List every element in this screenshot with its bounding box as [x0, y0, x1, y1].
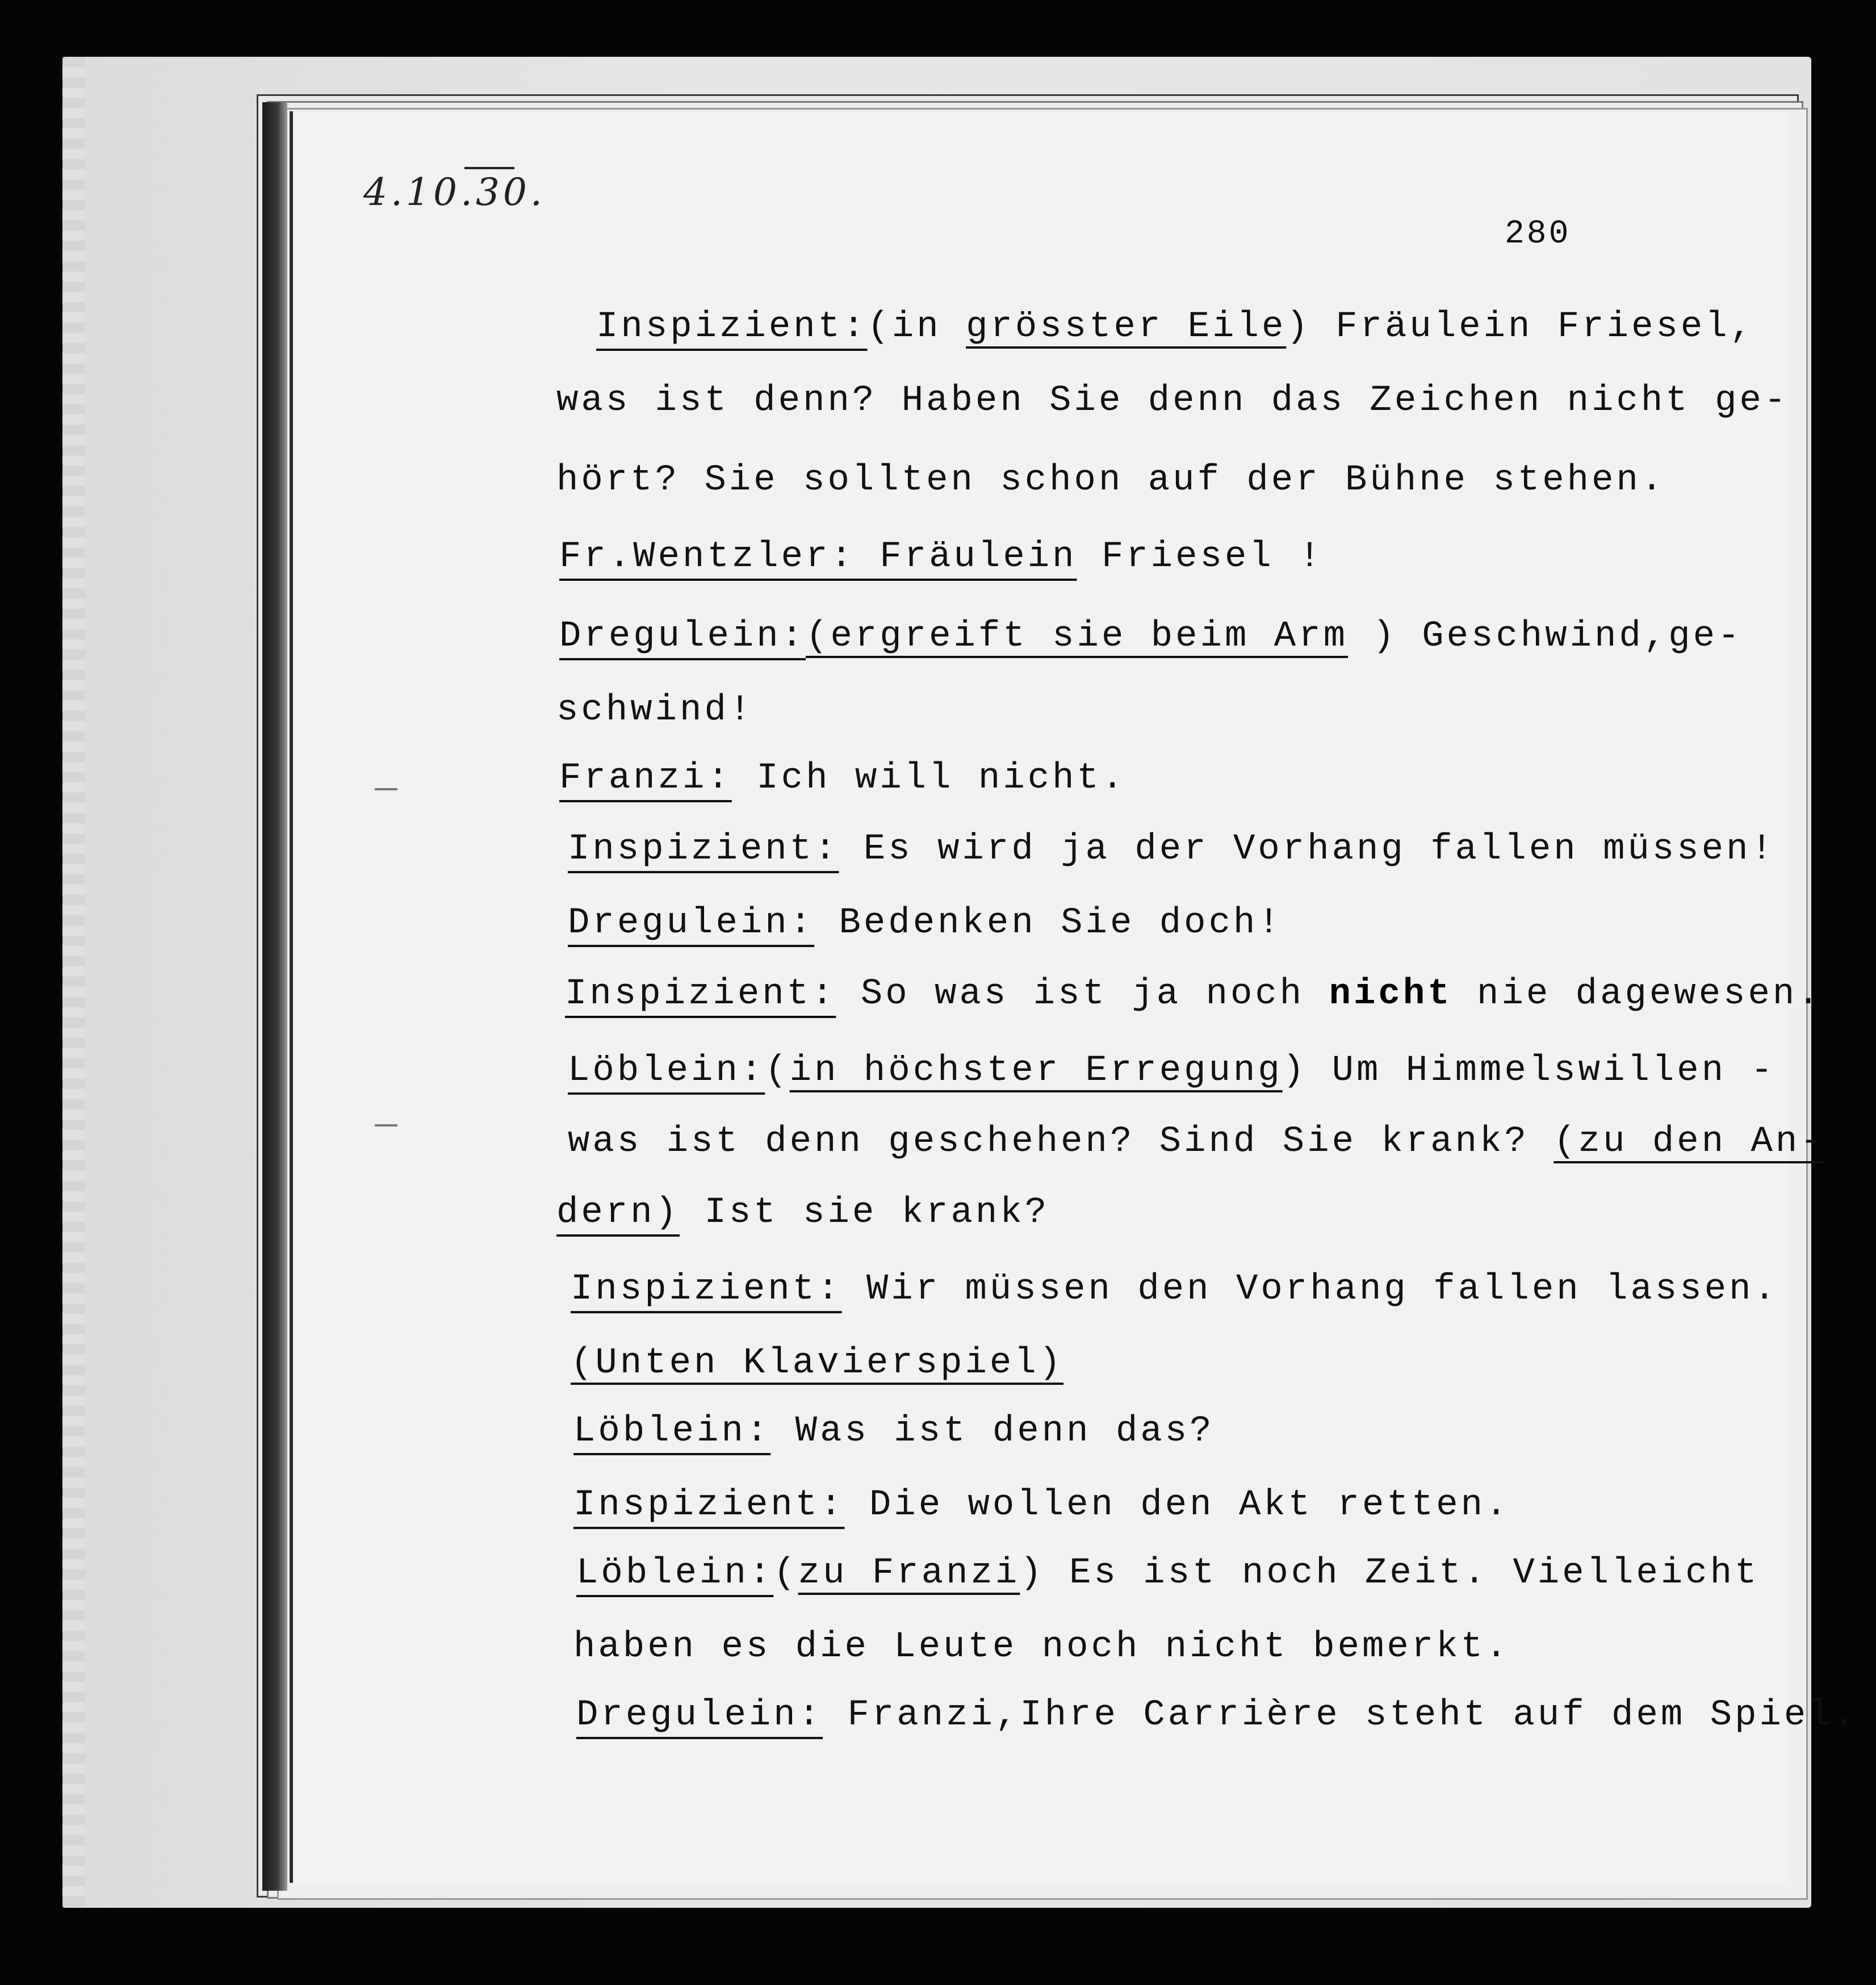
- script-line: [559, 616, 1743, 657]
- script-line: [565, 974, 1822, 1015]
- script-line: [556, 460, 1665, 501]
- speaker-name: Löblein:: [573, 1411, 771, 1452]
- handwritten-date: 4.10.30.: [363, 170, 546, 214]
- speaker-name: Inspizient:: [565, 974, 836, 1015]
- folder-edge: [62, 57, 85, 1908]
- struck-word: nicht: [1329, 974, 1452, 1015]
- speaker-name: Inspizient:: [573, 1485, 845, 1526]
- dialogue-text: ) Geschwind,ge-: [1348, 616, 1743, 657]
- speaker-name: Löblein:: [568, 1050, 765, 1091]
- dialogue-text: ) Um Himmelswillen -: [1282, 1050, 1776, 1091]
- dialogue-text: nie dagewesen.: [1452, 974, 1822, 1015]
- dialogue-text: hört? Sie sollten schon auf der Bühne stehen.: [556, 460, 1666, 501]
- script-line: [573, 1411, 1215, 1452]
- script-line: [568, 903, 1283, 944]
- dialogue-text: was ist denn? Haben Sie denn das Zeichen nicht ge-: [556, 380, 1789, 421]
- stage-direction: (zu den An-: [1553, 1121, 1825, 1162]
- script-line: [556, 690, 753, 731]
- script-line: [573, 1485, 1510, 1526]
- dialogue-text: (in: [867, 307, 966, 347]
- script-line: [556, 1192, 1049, 1233]
- script-line: [576, 1695, 1858, 1736]
- speaker-name: Dregulein:: [568, 903, 815, 944]
- dialogue-text: So was ist ja noch: [836, 974, 1329, 1015]
- dialogue-text: Wir müssen den Vorhang fallen lassen.: [841, 1269, 1778, 1310]
- speaker-name: Fr.Wentzler: Fräulein: [559, 537, 1077, 577]
- script-line: [568, 1121, 1825, 1162]
- script-line: [571, 1343, 1063, 1384]
- binding-shadow: [262, 102, 287, 1891]
- script-line: [559, 537, 1324, 577]
- margin-tick: [375, 788, 397, 790]
- stage-direction: (Unten Klavierspiel): [571, 1343, 1064, 1384]
- dialogue-text: haben es die Leute noch nicht bemerkt.: [573, 1627, 1510, 1668]
- dialogue-text: Die wollen den Akt retten.: [844, 1485, 1510, 1526]
- speaker-name: dern): [556, 1192, 680, 1233]
- script-line: [596, 307, 1754, 347]
- speaker-name: Inspizient:: [571, 1269, 842, 1310]
- dialogue-text: Was ist denn das?: [770, 1411, 1215, 1452]
- script-line: [568, 1050, 1776, 1091]
- dialogue-text: Ist sie krank?: [680, 1192, 1050, 1233]
- speaker-name: Franzi:: [559, 758, 732, 799]
- dialogue-text: (: [773, 1553, 798, 1594]
- stage-direction: zu Franzi: [798, 1553, 1020, 1594]
- speaker-name: Inspizient:: [596, 307, 868, 347]
- speaker-name: Inspizient:: [568, 829, 839, 870]
- dialogue-text: ) Fräulein Friesel,: [1286, 307, 1755, 347]
- speaker-name: Dregulein:: [559, 616, 806, 657]
- dialogue-text: Friesel !: [1077, 537, 1324, 577]
- stage-direction: grösster Eile: [966, 307, 1287, 347]
- script-line: [576, 1553, 1760, 1594]
- dialogue-text: Es wird ja der Vorhang fallen müssen!: [839, 829, 1776, 870]
- margin-tick: [375, 1124, 397, 1126]
- script-line: [568, 829, 1776, 870]
- script-line: [556, 380, 1789, 421]
- dialogue-text: Ich will nicht.: [731, 758, 1127, 799]
- dialogue-text: schwind!: [556, 690, 754, 731]
- dialogue-text: ) Es ist noch Zeit. Vielleicht: [1020, 1553, 1760, 1594]
- dialogue-text: was ist denn geschehen? Sind Sie krank?: [568, 1121, 1554, 1162]
- stage-direction: in höchster Erregung: [789, 1050, 1283, 1091]
- dialogue-text: Franzi,Ihre Carrière steht auf dem Spiel.: [823, 1695, 1858, 1736]
- script-line: [573, 1627, 1510, 1668]
- dialogue-text: Bedenken Sie doch!: [814, 903, 1283, 944]
- stage-direction: (ergreift sie beim Arm: [806, 616, 1348, 657]
- dialogue-text: (: [765, 1050, 790, 1091]
- page-number: 280: [1505, 216, 1571, 253]
- speaker-name: Dregulein:: [576, 1695, 823, 1736]
- speaker-name: Löblein:: [576, 1553, 774, 1594]
- script-line: [571, 1269, 1778, 1310]
- script-line: [559, 758, 1126, 799]
